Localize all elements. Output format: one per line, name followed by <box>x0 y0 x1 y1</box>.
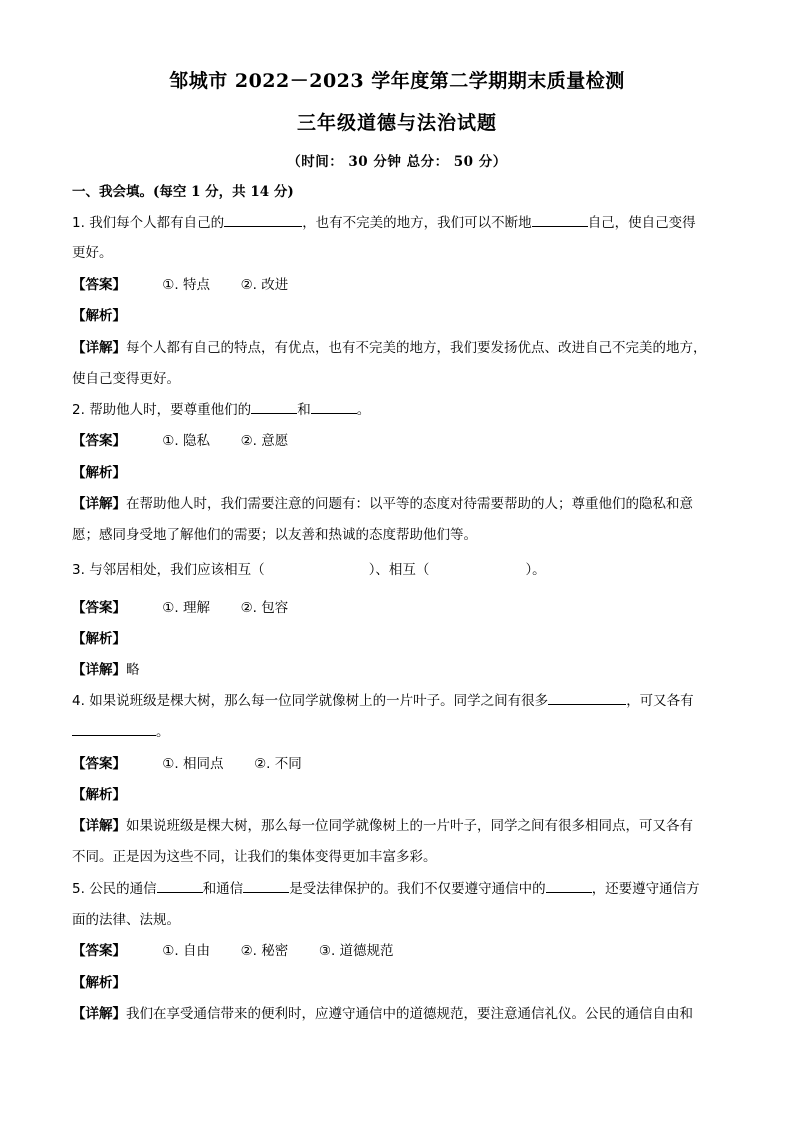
answer-blank <box>243 879 289 893</box>
question-number: 2. <box>72 402 85 418</box>
analysis-label: 【解析】 <box>72 631 126 647</box>
document-subtitle: 三年级道德与法治试题 <box>296 112 497 134</box>
detail-text: 每个人都有自己的特点，有优点，也有不完美的地方，我们要发扬优点、改进自己不完美的地方， <box>126 340 707 356</box>
question-text: 和通信 <box>202 881 244 897</box>
answer-blank <box>157 879 203 893</box>
answer-line-5 <box>72 941 732 961</box>
answer-line-2 <box>72 431 732 451</box>
detail-4 <box>72 816 732 836</box>
question-text: ，还要遵守通信方 <box>591 881 700 897</box>
question-text: 如果说班级是棵大树，那么每一位同学就像树上的一片叶子。同学之间有很多 <box>89 693 549 709</box>
detail-1 <box>72 338 732 358</box>
detail-label: 【详解】 <box>72 340 126 356</box>
answer-blank <box>224 213 302 227</box>
question-text: ，可又各有 <box>626 693 694 709</box>
detail-1-cont: 使自己变得更好。 <box>72 371 180 387</box>
answer-blank <box>532 213 588 227</box>
question-text: 。 <box>156 724 170 740</box>
question-text: ，也有不完美的地方，我们可以不断地 <box>302 215 532 231</box>
question-3 <box>72 560 732 580</box>
question-text: ）。 <box>525 562 546 578</box>
detail-text: 我们在享受通信带来的便利时，应遵守通信中的道德规范，要注意通信礼仪。公民的通信自由和 <box>126 1006 693 1022</box>
answer-label: 【答案】 <box>72 943 126 959</box>
analysis-label: 【解析】 <box>72 465 126 481</box>
question-text: ）、相互（ <box>368 562 430 578</box>
answer-blank <box>311 400 357 414</box>
document-title: 邹城市 2022－2023 学年度第二学期期末质量检测 <box>169 70 625 92</box>
answer-item: ②. 改进 <box>240 277 289 293</box>
answer-item: ②. 包容 <box>240 600 289 616</box>
answer-item: ③. 道德规范 <box>318 943 394 959</box>
answer-line-1 <box>72 275 732 295</box>
exam-time-info: （时间： 30 分钟 总分： 50 分） <box>287 154 507 170</box>
analysis-label: 【解析】 <box>72 308 126 324</box>
answer-label: 【答案】 <box>72 433 126 449</box>
question-1 <box>72 213 732 233</box>
detail-label: 【详解】 <box>72 818 126 834</box>
detail-3 <box>72 660 732 680</box>
answer-label: 【答案】 <box>72 756 126 772</box>
answer-blank <box>546 879 592 893</box>
question-5 <box>72 879 732 899</box>
answer-blank <box>72 722 156 736</box>
question-number: 3. <box>72 562 85 578</box>
question-4 <box>72 691 732 711</box>
answer-line-3 <box>72 598 732 618</box>
question-text: 我们每个人都有自己的 <box>89 215 225 231</box>
question-2 <box>72 400 732 420</box>
answer-label: 【答案】 <box>72 277 126 293</box>
answer-item: ②. 不同 <box>254 756 302 772</box>
question-number: 4. <box>72 693 85 709</box>
question-text: 自己，使自己变得 <box>587 215 696 231</box>
question-4-cont <box>72 722 732 742</box>
question-1-cont: 更好。 <box>72 245 113 261</box>
answer-label: 【答案】 <box>72 600 126 616</box>
detail-4-cont: 不同。正是因为这些不同，让我们的集体变得更加丰富多彩。 <box>72 849 437 865</box>
detail-2-cont: 愿；感同身受地了解他们的需要；以友善和热诚的态度帮助他们等。 <box>72 527 477 543</box>
section-heading: 一、我会填。(每空 1 分，共 14 分) <box>72 184 294 200</box>
question-number: 1. <box>72 215 85 231</box>
answer-item: ①. 理解 <box>162 600 210 616</box>
question-number: 5. <box>72 881 85 897</box>
detail-2 <box>72 494 732 514</box>
question-5-cont: 面的法律、法规。 <box>72 912 180 928</box>
answer-item: ①. 相同点 <box>162 756 224 772</box>
question-text: 。 <box>356 402 371 418</box>
answer-item: ①. 自由 <box>162 943 210 959</box>
analysis-label: 【解析】 <box>72 975 126 991</box>
answer-item: ②. 秘密 <box>240 943 289 959</box>
answer-blank <box>251 400 297 414</box>
analysis-label: 【解析】 <box>72 787 126 803</box>
question-text: 是受法律保护的。我们不仅要遵守通信中的 <box>289 881 546 897</box>
answer-item: ②. 意愿 <box>240 433 289 449</box>
detail-text: 在帮助他人时，我们需要注意的问题有：以平等的态度对待需要帮助的人；尊重他们的隐私和意 <box>126 496 693 512</box>
detail-5 <box>72 1004 732 1024</box>
answer-line-4 <box>72 754 732 774</box>
question-text: 帮助他人时，要尊重他们的 <box>89 402 252 418</box>
answer-item: ①. 特点 <box>162 277 210 293</box>
detail-text: 如果说班级是棵大树，那么每一位同学就像树上的一片叶子，同学之间有很多相同点，可又各有 <box>126 818 693 834</box>
detail-label: 【详解】 <box>72 662 126 678</box>
answer-item: ①. 隐私 <box>162 433 210 449</box>
question-text: 与邻居相处，我们应该相互（ <box>89 562 265 578</box>
detail-label: 【详解】 <box>72 496 126 512</box>
question-text: 和 <box>297 402 311 418</box>
question-text: 公民的通信 <box>89 881 157 897</box>
detail-label: 【详解】 <box>72 1006 126 1022</box>
answer-blank <box>548 691 626 705</box>
detail-text: 略 <box>126 662 140 678</box>
